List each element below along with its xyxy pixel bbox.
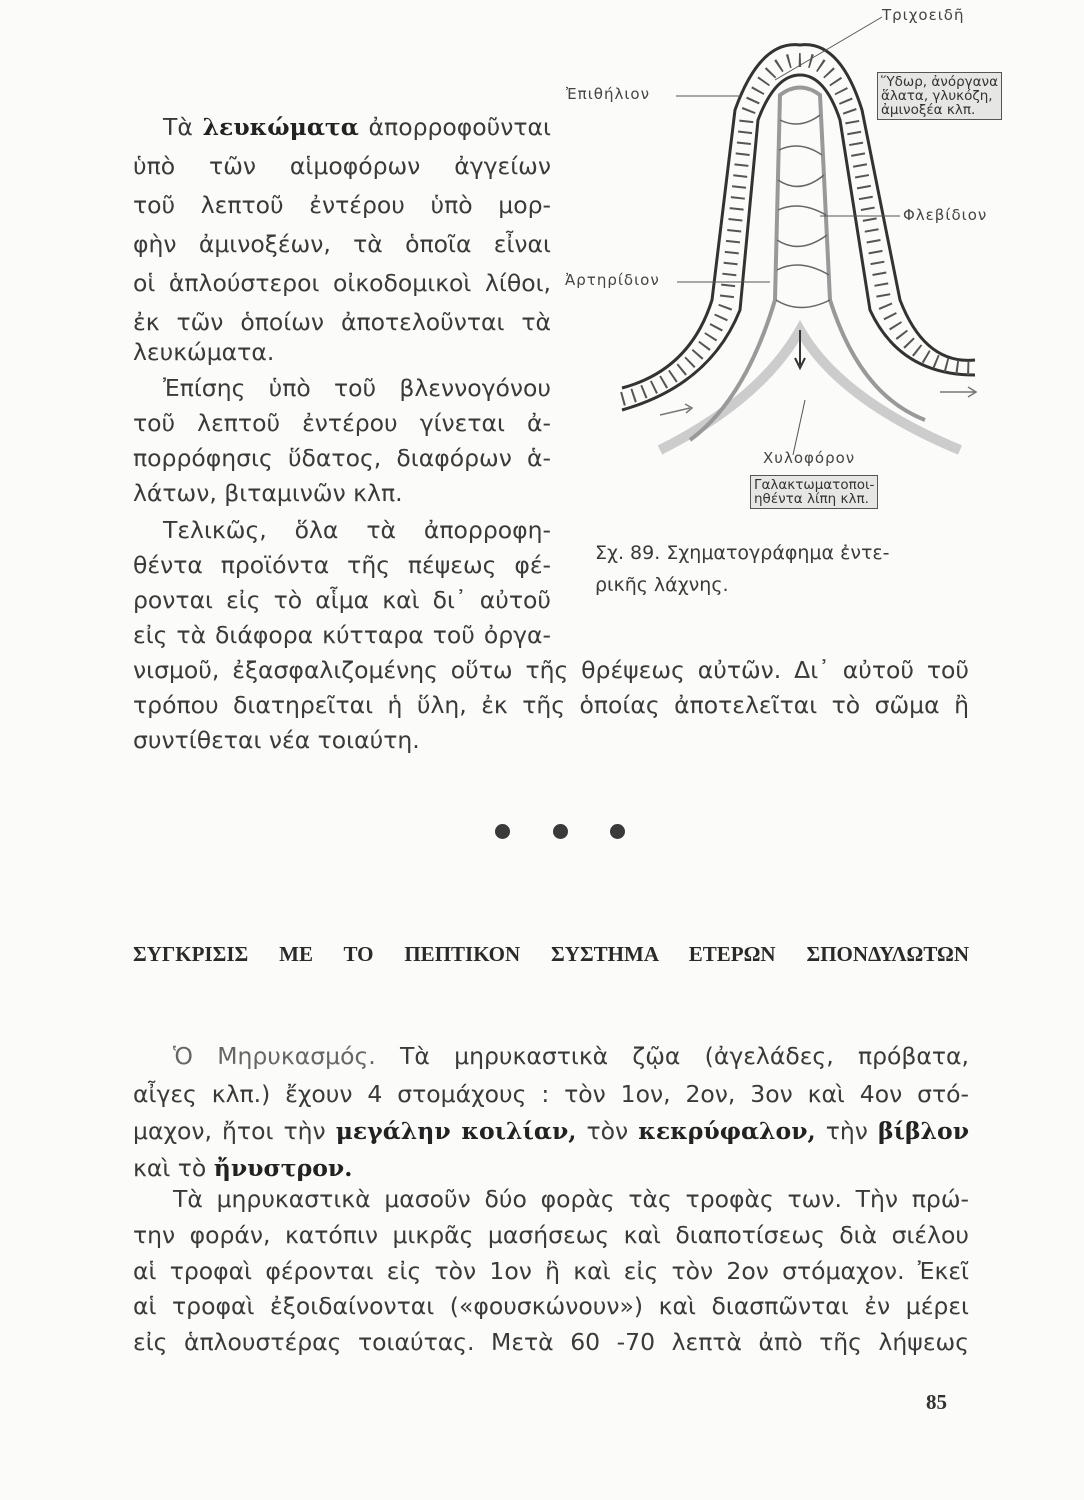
body-line: θέντα προϊόντα τῆς πέψεως φέ-	[133, 551, 551, 579]
text: τὴν	[815, 1117, 878, 1145]
body-line: την φοράν, κατόπιν μικρᾶς μασήσεως καὶ διαποτίσεως διὰ σιέλου	[133, 1221, 969, 1249]
bold-term: κεκρύφαλον,	[638, 1117, 816, 1145]
label-artiridion: Ἀρτηρίδιον	[565, 271, 660, 289]
section-separator	[495, 824, 625, 839]
body-line: αἶγες κλπ.) ἔχουν 4 στομάχους : τὸν 1ον, 2ον, 3ον καὶ 4ον στό-	[133, 1080, 969, 1108]
text: ἀπορροφοῦνται	[358, 113, 551, 141]
label-trichoeidi: Τριχοειδῆ	[882, 6, 965, 24]
body-line: οἱ ἁπλούστεροι οἰκοδομικοὶ λίθοι,	[133, 269, 551, 297]
lipids-box	[750, 475, 878, 509]
body-line: αἱ τροφαὶ ἐξοιδαίνονται («φουσκώνουν») καὶ διασπῶνται ἐν μέρει	[133, 1292, 969, 1320]
body-line: εἰς ἁπλουστέρας τοιαύτας. Μετὰ 60 -70 λεπτὰ ἀπὸ τῆς λήψεως	[133, 1328, 969, 1356]
body-line: πορρόφησις ὕδατος, διαφόρων ἁ-	[133, 444, 551, 472]
body-line: ἐκ τῶν ὁποίων ἀποτελοῦνται τὰ	[133, 308, 551, 336]
body-line: Τὰ μηρυκαστικὰ μασοῦν δύο φορὰς τὰς τροφὰς των. Τὴν πρώ-	[173, 1185, 969, 1213]
body-line: λευκώματα.	[133, 338, 275, 366]
body-line	[133, 1040, 969, 1072]
box-line: ηθέντα λίπη κλπ.	[754, 491, 869, 507]
text: Τὰ	[163, 113, 203, 141]
body-line: λάτων, βιταμινῶν κλπ.	[133, 479, 403, 507]
body-line: τρόπου διατηρεῖται ἡ ὕλη, ἐκ τῆς ὁποίας ἀποτελεῖται τὸ σῶμα ἢ	[133, 691, 969, 719]
caption-line: Σχ. 89. Σχηματογράφημα ἐντε-	[595, 542, 890, 564]
bold-term: μεγάλην κοιλίαν,	[335, 1117, 577, 1145]
box-line: Γαλακτωματοποι-	[754, 477, 875, 493]
paragraph-subtitle: Ὁ Μηρυκασμός.	[173, 1042, 376, 1070]
text: μαχον, ἤτοι τὴν	[133, 1117, 336, 1145]
figure-caption	[595, 537, 890, 601]
body-line: τοῦ λεπτοῦ ἐντέρου γίνεται ἀ-	[133, 409, 551, 437]
body-line: αἱ τροφαὶ φέρονται εἰς τὸν 1ον ἢ καὶ εἰς τὸν 2ον στόμαχον. Ἐκεῖ	[133, 1257, 969, 1285]
body-line: συντίθεται νέα τοιαύτη.	[133, 726, 420, 754]
bullet-dot	[495, 824, 510, 839]
text: καὶ τὸ	[133, 1154, 214, 1182]
body-line: Τελικῶς, ὅλα τὰ ἀπορροφη-	[163, 516, 551, 544]
bullet-dot	[553, 824, 568, 839]
bullet-dot	[610, 824, 625, 839]
label-chyloforon: Χυλοφόρον	[763, 449, 856, 467]
bold-term: λευκώματα	[202, 113, 359, 141]
body-line: φὴν ἀμινοξέων, τὰ ὁποῖα εἶναι	[133, 230, 551, 258]
body-line	[133, 1152, 969, 1184]
diagram-shadow	[660, 330, 960, 450]
body-line: νισμοῦ, ἐξασφαλιζομένης οὕτω τῆς θρέψεως αὐτῶν. Δι᾿ αὐτοῦ τοῦ	[133, 656, 969, 684]
text: τὸν	[576, 1117, 639, 1145]
body-line	[133, 1115, 969, 1147]
body-line: τοῦ λεπτοῦ ἐντέρου ὑπὸ μορ-	[133, 191, 551, 219]
label-flevidion: Φλεβίδιον	[903, 206, 988, 224]
bold-term: βίβλον	[877, 1117, 970, 1145]
section-heading: ΣΥΓΚΡΙΣΙΣ ΜΕ ΤΟ ΠΕΠΤΙΚΟΝ ΣΥΣΤΗΜΑ ΕΤΕΡΩΝ ΣΠΟΝΔΥΛΩΤΩΝ	[133, 942, 969, 966]
page-number: 85	[926, 1390, 947, 1414]
arrow-right-icon	[940, 387, 976, 397]
body-line: εἰς τὰ διάφορα κύτταρα τοῦ ὀργα-	[133, 621, 551, 649]
body-line: ὑπὸ τῶν αἱμοφόρων ἀγγείων	[133, 152, 551, 180]
box-line: ἅλατα, γλυκόζη,	[881, 88, 993, 104]
arrow-right-icon	[660, 404, 692, 415]
caption-line: ρικῆς λάχνης.	[595, 574, 729, 596]
bold-term: ἤνυστρον.	[213, 1154, 353, 1182]
box-line: Ὕδωρ, ἀνόργανα	[881, 74, 998, 90]
text: Τὰ μηρυκαστικὰ ζῷα (ἀγελάδες, πρόβατα,	[400, 1042, 969, 1070]
absorbed-substances-box	[877, 72, 1002, 120]
label-epithelion: Ἐπιθήλιον	[566, 85, 650, 103]
box-line: ἀμινοξέα κλπ.	[881, 102, 976, 118]
leader-lines	[676, 17, 900, 455]
body-line: Ἐπίσης ὑπὸ τοῦ βλεννογόνου	[163, 374, 551, 402]
body-line: ρονται εἰς τὸ αἷμα καὶ δι᾿ αὐτοῦ	[133, 586, 551, 614]
